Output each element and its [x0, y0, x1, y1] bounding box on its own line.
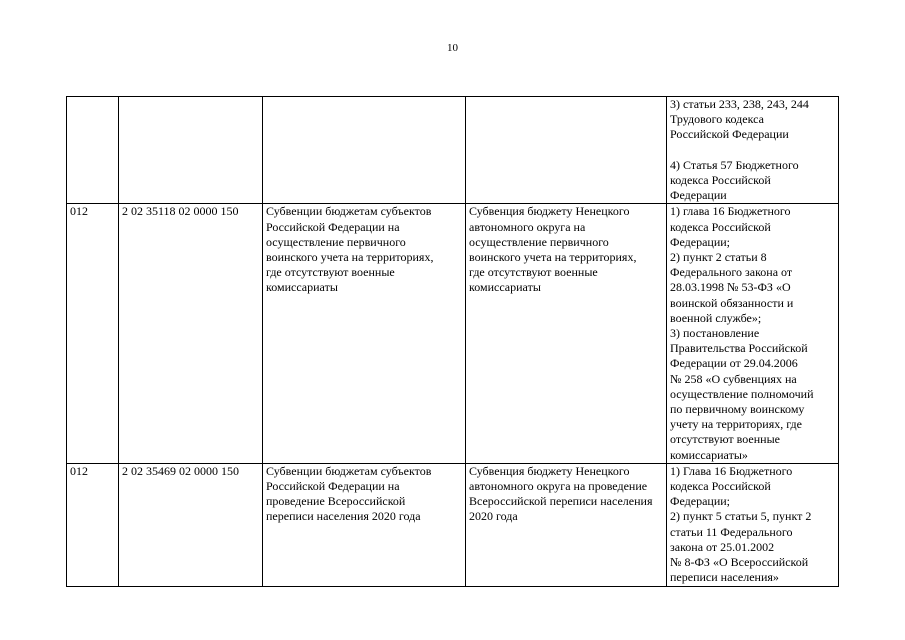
table-row: [67, 463, 839, 586]
page-number: 10: [447, 42, 458, 54]
subvention-name-cell: [466, 97, 667, 204]
legal-basis-cell: 3) статьи 233, 238, 243, 244 Трудового кодекса Российской Федерации 4) Статья 57 Бюджетного кодекса Российской Федерации: [667, 97, 839, 204]
income-name-cell: Субвенции бюджетам субъектов Российской Федерации на проведение Всероссийской переписи населения 2020 года: [263, 463, 466, 586]
income-name-cell: [263, 97, 466, 204]
subventions-table: [66, 96, 839, 587]
income-name-cell: Субвенции бюджетам субъектов Российской Федерации на осуществление первичного воинского учета на территориях, где отсутствуют военные комиссариаты: [263, 204, 466, 463]
kbk-cell: 2 02 35469 02 0000 150: [119, 463, 263, 586]
table-row: [67, 97, 839, 204]
kbk-cell: [119, 97, 263, 204]
code-cell: 012: [67, 204, 119, 463]
kbk-cell: 2 02 35118 02 0000 150: [119, 204, 263, 463]
legal-basis-cell: 1) Глава 16 Бюджетного кодекса Российской Федерации; 2) пункт 5 статьи 5, пункт 2 статьи 11 Федерального закона от 25.01.2002 № 8-ФЗ «О Всероссийской переписи населения»: [667, 463, 839, 586]
code-cell: 012: [67, 463, 119, 586]
code-cell: [67, 97, 119, 204]
subvention-name-cell: Субвенция бюджету Ненецкого автономного округа на осуществление первичного воинского учета на территориях, где отсутствуют военные комиссариаты: [466, 204, 667, 463]
legal-basis-cell: 1) глава 16 Бюджетного кодекса Российской Федерации; 2) пункт 2 статьи 8 Федерального закона от 28.03.1998 № 53-ФЗ «О воинской обязанности и военной службе»; 3) постановление Правительства Российской Федерации от 29.04.2006 № 258 «О субвенциях на осуществление полномочий по первичному воинскому учету на территориях, где отсутствуют военные комиссариаты»: [667, 204, 839, 463]
table-row: [67, 204, 839, 463]
subvention-name-cell: Субвенция бюджету Ненецкого автономного округа на проведение Всероссийской переписи населения 2020 года: [466, 463, 667, 586]
